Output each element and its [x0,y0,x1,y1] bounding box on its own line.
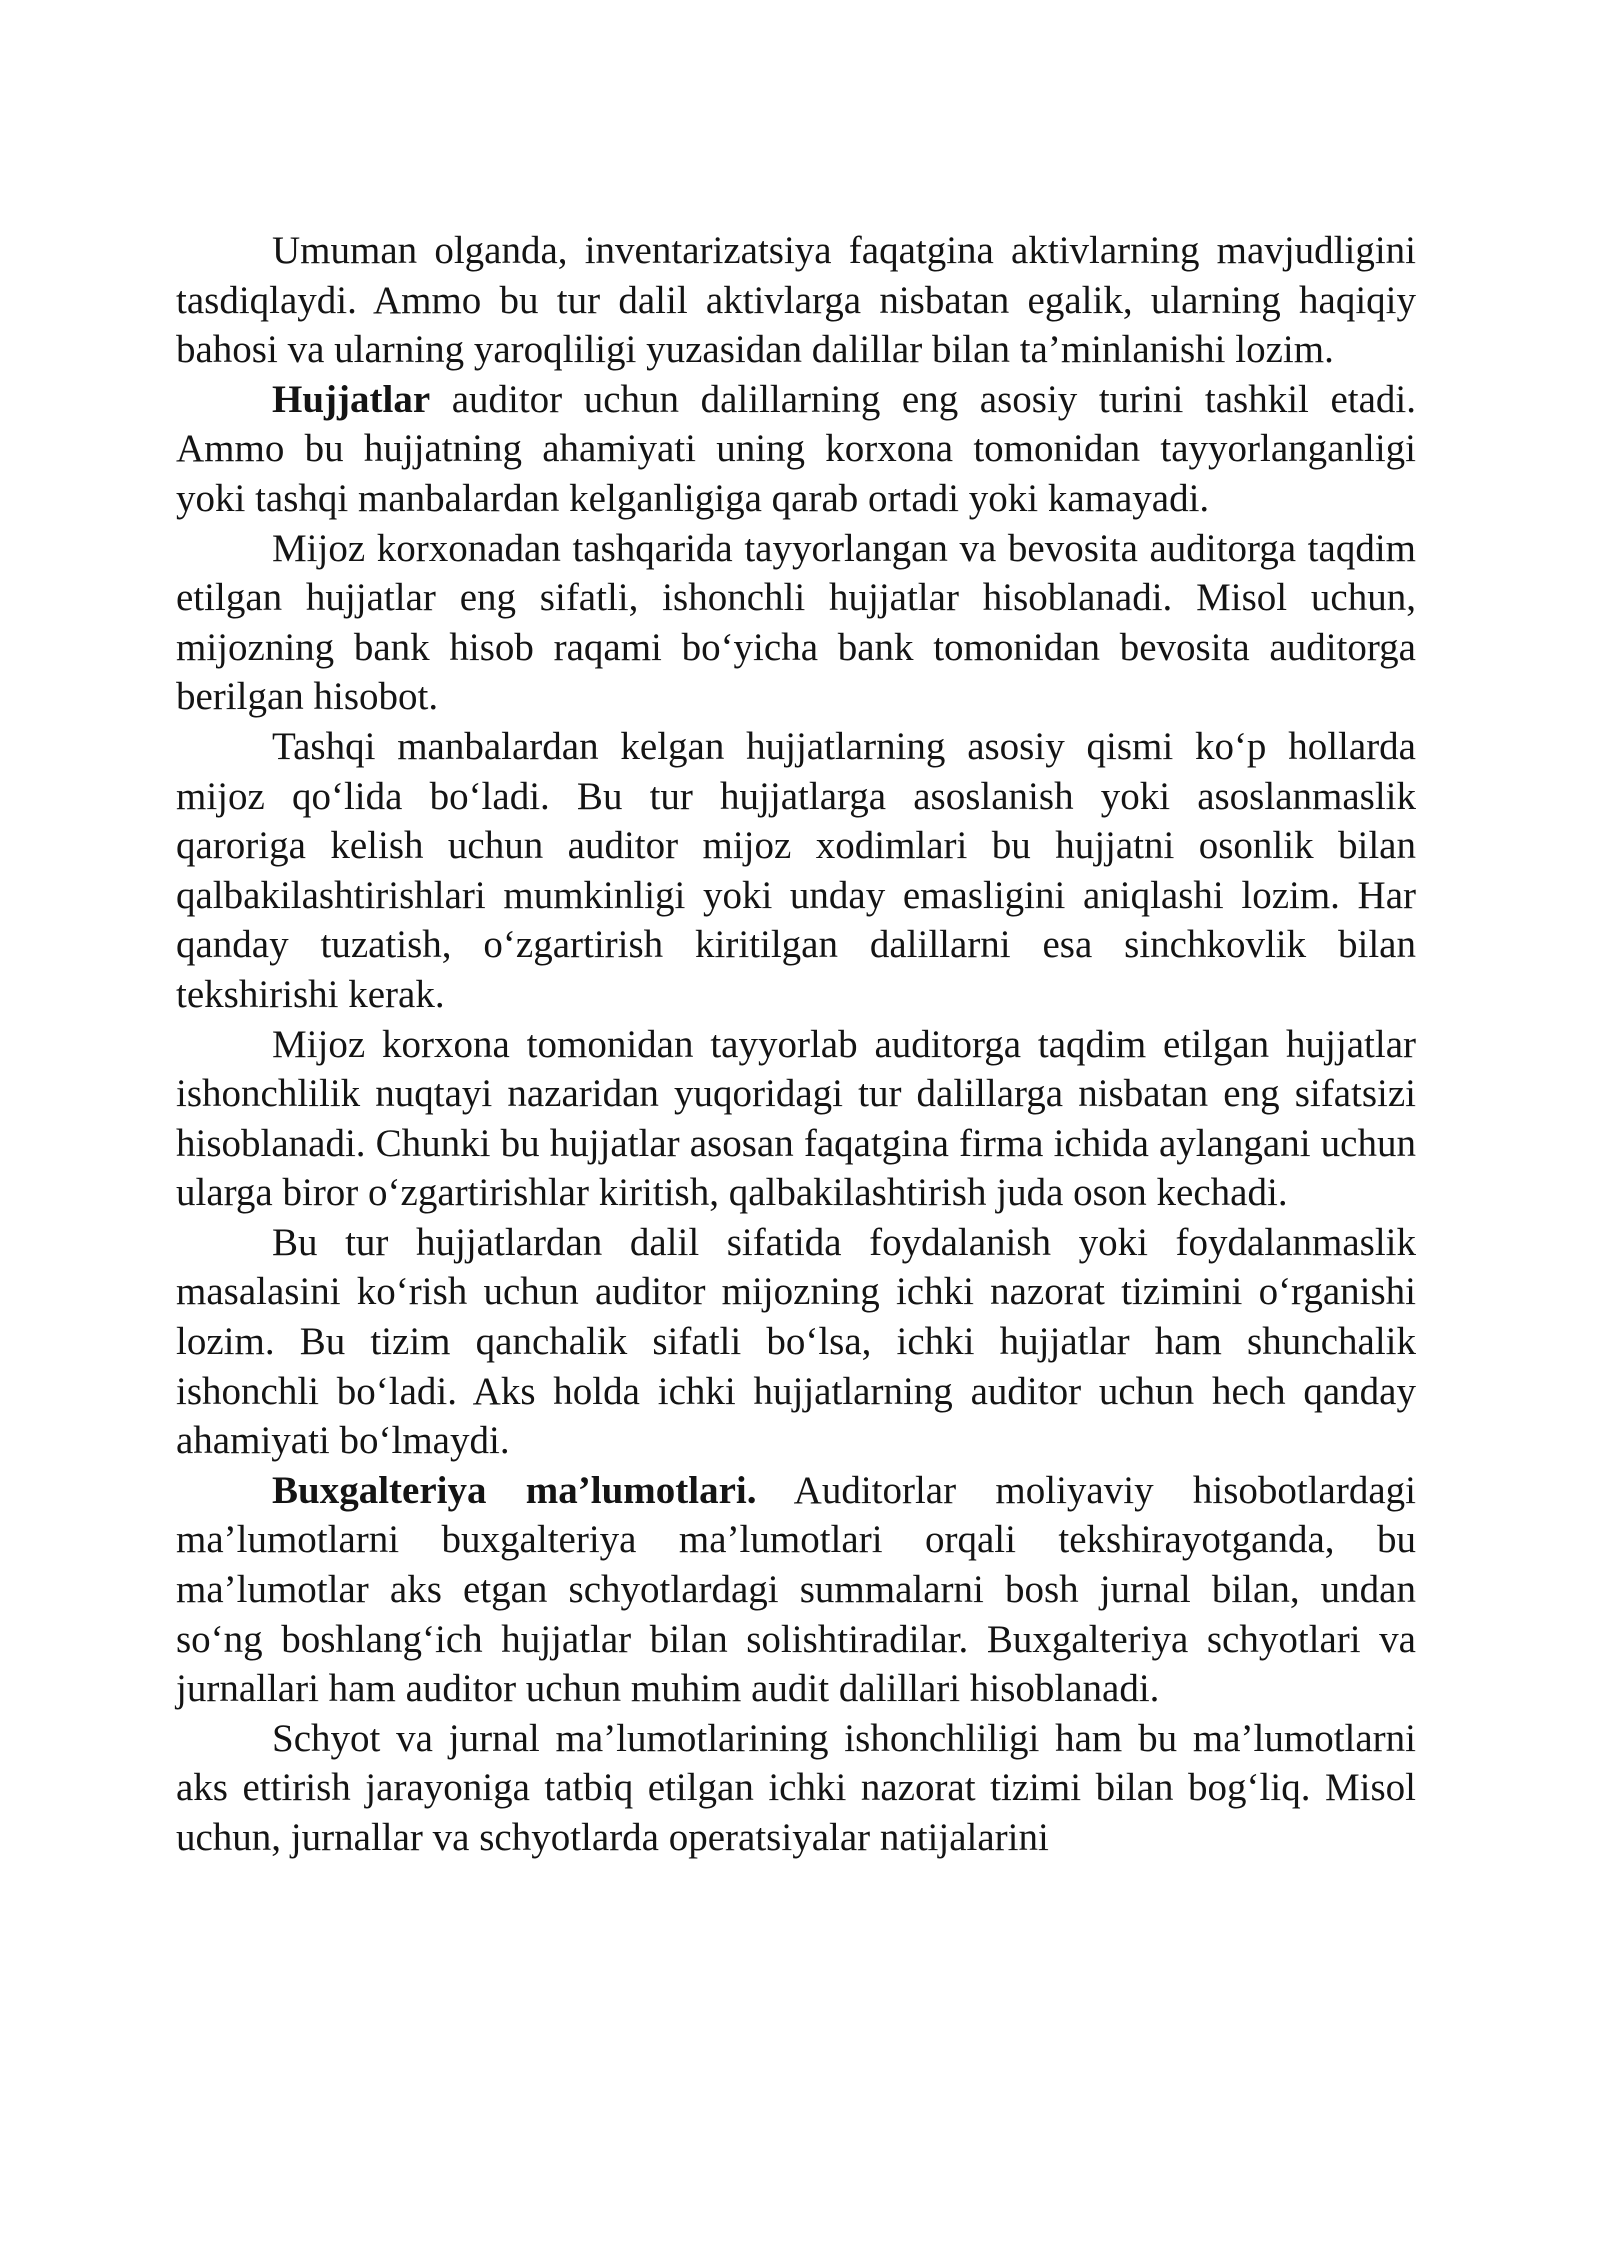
paragraph-text: auditor uchun dalillarning eng asosiy turini tashkil etadi. Ammo bu hujjatning ahamiyati uning korxona tomonidan tayyorlanganligi yoki tashqi manbalardan kelganligiga qarab ortadi yoki kamayadi. [176,377,1416,520]
paragraph-term: Hujjatlar [272,377,431,421]
paragraph-text: Umuman olganda, inventarizatsiya faqatgina aktivlarning mavjudligini tasdiqlaydi. Ammo bu tur dalil aktivlarga nisbatan egalik, ularning haqiqiy bahosi va ularning yaroqliligi yuzasidan dalillar bilan ta’minlanishi lozim. [176,229,1416,372]
paragraph-text: Mijoz korxonadan tashqarida tayyorlangan va bevosita auditorga taqdim etilgan hujjatlar eng sifatli, ishonchli hujjatlar hisoblanadi. Misol uchun, mijozning bank hisob raqami bo‘yicha bank tomonidan bevosita auditorga berilgan hisobot. [176,526,1416,719]
paragraph [176,1466,1416,1714]
document-page [176,226,1416,1863]
paragraph-term: Buxgalteriya ma’lumotlari. [272,1468,757,1512]
paragraph [176,1020,1416,1218]
paragraph [176,375,1416,524]
paragraph [176,226,1416,375]
paragraph-text: Mijoz korxona tomonidan tayyorlab auditorga taqdim etilgan hujjatlar ishonchlilik nuqtayi nazaridan yuqoridagi tur dalillarga nisbatan eng sifatsizi hisoblanadi. Chunki bu hujjatlar asosan faqatgina firma ichida aylangani uchun ularga biror o‘zgartirishlar kiritish, qalbakilashtirish juda oson kechadi. [176,1022,1416,1215]
paragraph [176,1714,1416,1863]
paragraph-text: Tashqi manbalardan kelgan hujjatlarning asosiy qismi ko‘p hollarda mijoz qo‘lida bo‘ladi. Bu tur hujjatlarga asoslanish yoki asoslanmaslik qaroriga kelish uchun auditor mijoz xodimlari bu hujjatni osonlik bilan qalbakilashtirishlari mumkinligi yoki unday emasligini aniqlashi lozim. Har qanday tuzatish, o‘zgartirish kiritilgan dalillarni esa sinchkovlik bilan tekshirishi kerak. [176,724,1416,1016]
paragraph-text: Schyot va jurnal ma’lumotlarining ishonchliligi ham bu ma’lumotlarni aks ettirish jarayoniga tatbiq etilgan ichki nazorat tizimi bilan bog‘liq. Misol uchun, jurnallar va schyotlarda operatsiyalar natijalarini [176,1716,1416,1859]
paragraph-text: Bu tur hujjatlardan dalil sifatida foydalanish yoki foydalanmaslik masalasini ko‘rish uchun auditor mijozning ichki nazorat tizimini o‘rganishi lozim. Bu tizim qanchalik sifatli bo‘lsa, ichki hujjatlar ham shunchalik ishonchli bo‘ladi. Aks holda ichki hujjatlarning auditor uchun hech qanday ahamiyati bo‘lmaydi. [176,1220,1416,1463]
paragraph [176,524,1416,722]
paragraph [176,722,1416,1020]
paragraph-text: Auditorlar moliyaviy hisobotlardagi ma’lumotlarni buxgalteriya ma’lumotlari orqali tekshirayotganda, bu ma’lumotlar aks etgan schyotlardagi summalarni bosh jurnal bilan, undan so‘ng boshlang‘ich hujjatlar bilan solishtiradilar. Buxgalteriya schyotlari va jurnallari ham auditor uchun muhim audit dalillari hisoblanadi. [176,1468,1416,1711]
paragraph [176,1218,1416,1466]
